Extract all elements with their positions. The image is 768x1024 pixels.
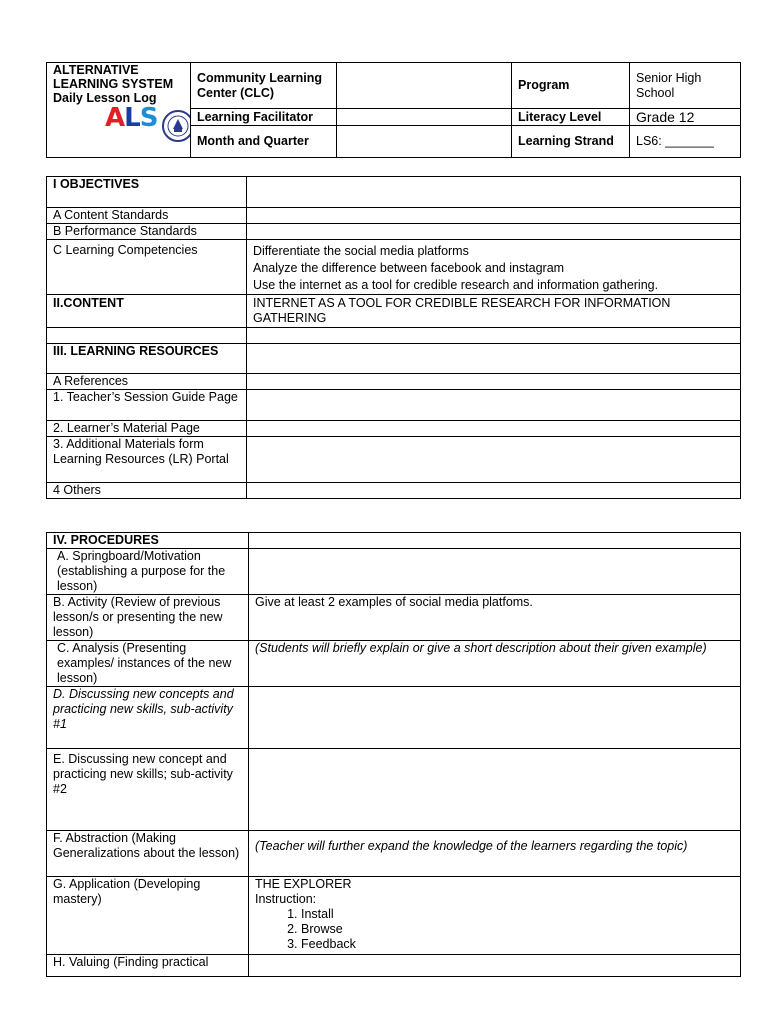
references-label: A References (47, 374, 247, 390)
als-logo: ALS (105, 103, 158, 133)
blank-row-value[interactable] (247, 328, 741, 344)
instruction-step: 3. Feedback (301, 937, 734, 952)
application-value (249, 877, 741, 955)
activity-value: Give at least 2 examples of social media platfoms. (249, 595, 741, 641)
teacher-guide-value[interactable] (247, 390, 741, 421)
others-value[interactable] (247, 483, 741, 499)
objectives-table (46, 176, 741, 499)
competencies-value (247, 240, 741, 295)
explorer-title: THE EXPLORER (255, 877, 352, 891)
clc-label: Community Learning Center (CLC) (191, 63, 337, 109)
strand-value: LS6: _______ (630, 126, 741, 158)
clc-value[interactable] (337, 63, 512, 109)
blank-row (47, 328, 247, 344)
learner-material-label: 2. Learner’s Material Page (47, 421, 247, 437)
month-value[interactable] (337, 126, 512, 158)
facilitator-label: Learning Facilitator (191, 109, 337, 126)
performance-standards-value[interactable] (247, 224, 741, 240)
objectives-value[interactable] (247, 177, 741, 208)
logo-area (53, 103, 184, 149)
resources-heading: III. LEARNING RESOURCES (47, 344, 247, 374)
learner-material-value[interactable] (247, 421, 741, 437)
instruction-label: Instruction: (255, 892, 317, 906)
valuing-value[interactable] (249, 955, 741, 977)
teacher-guide-label: 1. Teacher’s Session Guide Page (47, 390, 247, 421)
activity-label: B. Activity (Review of previous lesson/s or presenting the new lesson) (47, 595, 249, 641)
content-standards-value[interactable] (247, 208, 741, 224)
references-value[interactable] (247, 374, 741, 390)
content-value: INTERNET AS A TOOL FOR CREDIBLE RESEARCH FOR INFORMATION GATHERING (247, 295, 741, 328)
analysis-value: (Students will briefly explain or give a short description about their given example) (249, 641, 741, 687)
instruction-step: 1. Install (301, 907, 734, 922)
application-label: G. Application (Developing mastery) (47, 877, 249, 955)
discussing-concepts-1-value[interactable] (249, 687, 741, 749)
discussing-concepts-2-value[interactable] (249, 749, 741, 831)
strand-label: Learning Strand (512, 126, 630, 158)
objectives-heading: I OBJECTIVES (47, 177, 247, 208)
competency-item: Differentiate the social media platforms (253, 244, 469, 258)
month-label: Month and Quarter (191, 126, 337, 158)
abstraction-label: F. Abstraction (Making Generalizations about the lesson) (47, 831, 249, 877)
springboard-value[interactable] (249, 549, 741, 595)
deped-seal-icon (161, 109, 191, 143)
content-label: II.CONTENT (47, 295, 247, 328)
literacy-label: Literacy Level (512, 109, 630, 126)
procedures-table (46, 532, 741, 977)
literacy-value: Grade 12 (630, 109, 741, 126)
others-label: 4 Others (47, 483, 247, 499)
discussing-concepts-2-label: E. Discussing new concept and practicing new skills; sub-activity #2 (47, 749, 249, 831)
additional-materials-label: 3. Additional Materials form Learning Resources (LR) Portal (47, 437, 247, 483)
competency-item: Analyze the difference between facebook and instagram (253, 261, 565, 275)
performance-standards-label: B Performance Standards (47, 224, 247, 240)
discussing-concepts-1-label: D. Discussing new concepts and practicing new skills, sub-activity #1 (47, 687, 249, 749)
competencies-label: C Learning Competencies (47, 240, 247, 295)
system-title: ALTERNATIVE LEARNING SYSTEM Daily Lesson Log (53, 63, 174, 105)
instruction-step: 2. Browse (301, 922, 734, 937)
procedures-heading: IV. PROCEDURES (47, 533, 249, 549)
abstraction-value: (Teacher will further expand the knowledge of the learners regarding the topic) (249, 831, 741, 877)
additional-materials-value[interactable] (247, 437, 741, 483)
system-title-cell (47, 63, 191, 158)
analysis-label: C. Analysis (Presenting examples/ instances of the new lesson) (47, 641, 249, 687)
procedures-value[interactable] (249, 533, 741, 549)
valuing-label: H. Valuing (Finding practical (47, 955, 249, 977)
program-label: Program (512, 63, 630, 109)
instruction-steps (255, 907, 734, 952)
facilitator-value[interactable] (337, 109, 512, 126)
content-standards-label: A Content Standards (47, 208, 247, 224)
springboard-label: A. Springboard/Motivation (establishing a purpose for the lesson) (47, 549, 249, 595)
header-table (46, 62, 741, 158)
competency-item: Use the internet as a tool for credible research and information gathering. (253, 278, 659, 292)
program-value: Senior High School (630, 63, 741, 109)
resources-value[interactable] (247, 344, 741, 374)
